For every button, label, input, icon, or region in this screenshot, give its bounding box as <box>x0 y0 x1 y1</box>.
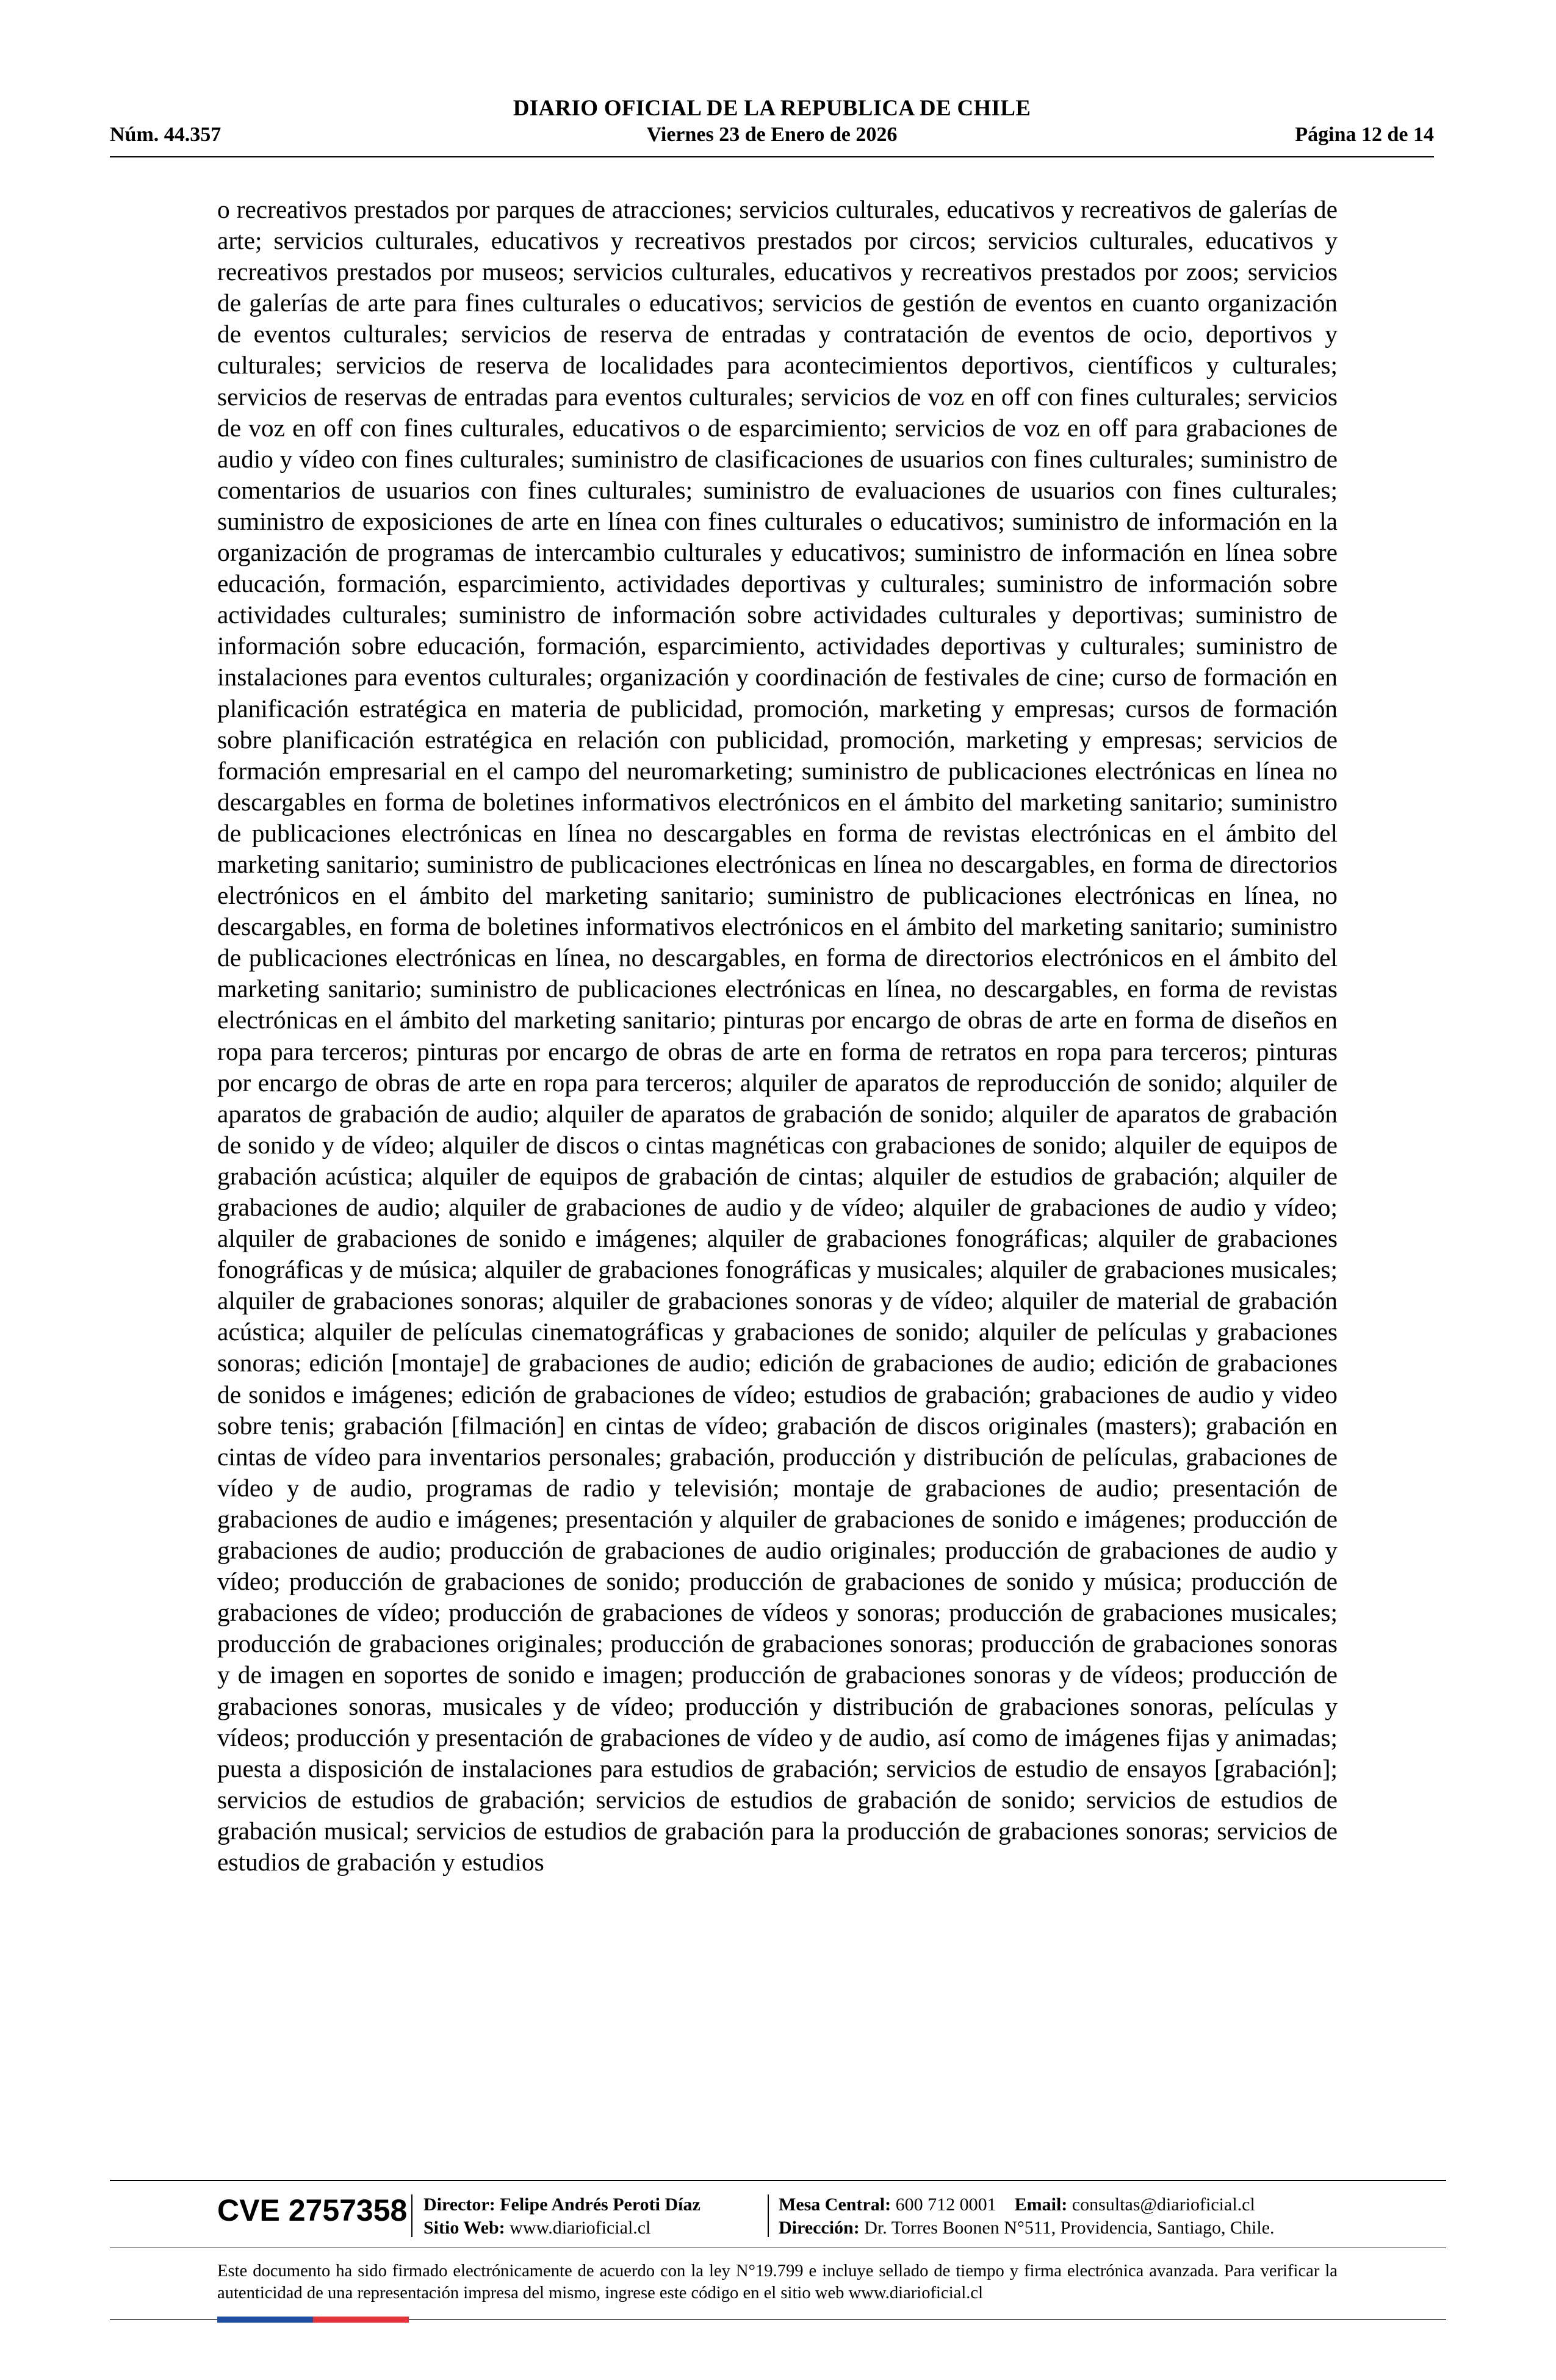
legal-notice: Este documento ha sido firmado electrónicamente de acuerdo con la ley N°19.799 e incluye sellado de tiempo y firma electrónica avanzada. Para verificar la autenticidad de una representación impresa del mismo, ingrese este código en el sitio web www.diarioficial.cl <box>217 2262 1338 2302</box>
issue-date: Viernes 23 de Enero de 2026 <box>646 123 898 146</box>
footer-director-block <box>423 2193 701 2240</box>
issue-number: Núm. 44.357 <box>110 123 222 146</box>
email-label: Email: <box>1014 2194 1068 2215</box>
email-link[interactable]: consultas@diarioficial.cl <box>1072 2194 1255 2215</box>
footer-contact-block <box>779 2193 1275 2240</box>
director-name: Felipe Andrés Peroti Díaz <box>500 2194 701 2215</box>
footer-separator <box>411 2194 412 2237</box>
page-number: Página 12 de 14 <box>1295 123 1434 146</box>
footer-divider-top <box>110 2180 1446 2181</box>
footer-separator <box>768 2194 769 2237</box>
flag-red-segment <box>313 2317 409 2323</box>
phone-label: Mesa Central: <box>779 2194 891 2215</box>
address-value: Dr. Torres Boonen N°511, Providencia, Santiago, Chile. <box>864 2218 1275 2238</box>
page-header <box>110 92 1434 159</box>
flag-color-bar <box>217 2317 409 2323</box>
body-paragraph: o recreativos prestados por parques de atracciones; servicios culturales, educativos y recreativos de galerías de arte; servicios culturales, educativos y recreativos prestados por circos; servicios culturales, educativos y recreativos prestados por museos; servicios culturales, educativos y recreativos prestados por zoos; servicios de galerías de arte para fines culturales o educativos; servicios de gestión de eventos en cuanto organización de eventos culturales; servicios de reserva de entradas y contratación de eventos de ocio, deportivos y culturales; servicios de reserva de localidades para acontecimientos deportivos, científicos y culturales; servicios de reservas de entradas para eventos culturales; servicios de voz en off con fines culturales; servicios de voz en off con fines culturales, educativos o de esparcimiento; servicios de voz en off para grabaciones de audio y vídeo con fines culturales; suministro de clasificaciones de usuarios con fines culturales; suministro de comentarios de usuarios con fines culturales; suministro de evaluaciones de usuarios con fines culturales; suministro de exposiciones de arte en línea con fines culturales o educativos; suministro de información en la organización de programas de intercambio culturales y educativos; suministro de información en línea sobre educación, formación, esparcimiento, actividades deportivas y culturales; suministro de información sobre actividades culturales; suministro de información sobre actividades culturales y deportivas; suministro de información sobre educación, formación, esparcimiento, actividades deportivas y culturales; suministro de instalaciones para eventos culturales; organización y coordinación de festivales de cine; curso de formación en planificación estratégica en materia de publicidad, promoción, marketing y empresas; cursos de formación sobre planificación estratégica en relación con publicidad, promoción, marketing y empresas; servicios de formación empresarial en el campo del neuromarketing; suministro de publicaciones electrónicas en línea no descargables en forma de boletines informativos electrónicos en el ámbito del marketing sanitario; suministro de publicaciones electrónicas en línea no descargables en forma de revistas electrónicas en el ámbito del marketing sanitario; suministro de publicaciones electrónicas en línea no descargables, en forma de directorios electrónicos en el ámbito del marketing sanitario; suministro de publicaciones electrónicas en línea, no descargables, en forma de boletines informativos electrónicos en el ámbito del marketing sanitario; suministro de publicaciones electrónicas en línea, no descargables, en forma de directorios electrónicos en el ámbito del marketing sanitario; suministro de publicaciones electrónicas en línea, no descargables, en forma de revistas electrónicas en el ámbito del marketing sanitario; pinturas por encargo de obras de arte en forma de diseños en ropa para terceros; pinturas por encargo de obras de arte en forma de retratos en ropa para terceros; pinturas por encargo de obras de arte en ropa para terceros; alquiler de aparatos de reproducción de sonido; alquiler de aparatos de grabación de audio; alquiler de aparatos de grabación de sonido; alquiler de aparatos de grabación de sonido y de vídeo; alquiler de discos o cintas magnéticas con grabaciones de sonido; alquiler de equipos de grabación acústica; alquiler de equipos de grabación de cintas; alquiler de estudios de grabación; alquiler de grabaciones de audio; alquiler de grabaciones de audio y de vídeo; alquiler de grabaciones de audio y vídeo; alquiler de grabaciones de sonido e imágenes; alquiler de grabaciones fonográficas; alquiler de grabaciones fonográficas y de música; alquiler de grabaciones fonográficas y musicales; alquiler de grabaciones musicales; alquiler de grabaciones sonoras; alquiler de grabaciones sonoras y de vídeo; alquiler de material de grabación acústica; alquiler de películas cinematográficas y grabaciones de sonido; alquiler de películas y grabaciones sonoras; edición [montaje] de grabaciones de audio; edición de grabaciones de audio; edición de grabaciones de sonidos e imágenes; edición de grabaciones de vídeo; estudios de grabación; grabaciones de audio y video sobre tenis; grabación [filmación] en cintas de vídeo; grabación de discos originales (masters); grabación en cintas de vídeo para inventarios personales; grabación, producción y distribución de películas, grabaciones de vídeo y de audio, programas de radio y televisión; montaje de grabaciones de audio; presentación de grabaciones de audio e imágenes; presentación y alquiler de grabaciones de sonido e imágenes; producción de grabaciones de audio; producción de grabaciones de audio originales; producción de grabaciones de audio y vídeo; producción de grabaciones de sonido; producción de grabaciones de sonido y música; producción de grabaciones de vídeo; producción de grabaciones de vídeos y sonoras; producción de grabaciones musicales; producción de grabaciones originales; producción de grabaciones sonoras; producción de grabaciones sonoras y de imagen en soportes de sonido e imagen; producción de grabaciones sonoras y de vídeos; producción de grabaciones sonoras, musicales y de vídeo; producción y distribución de grabaciones sonoras, películas y vídeos; producción y presentación de grabaciones de vídeo y de audio, así como de imágenes fijas y animadas; puesta a disposición de instalaciones para estudios de grabación; servicios de estudio de ensayos [grabación]; servicios de estudios de grabación; servicios de estudios de grabación de sonido; servicios de estudios de grabación musical; servicios de estudios de grabación para la producción de grabaciones sonoras; servicios de estudios de grabación y estudios <box>217 195 1338 1876</box>
phone-number: 600 712 0001 <box>895 2194 996 2215</box>
flag-blue-segment <box>217 2317 313 2323</box>
website-label: Sitio Web: <box>423 2218 505 2238</box>
newspaper-title: DIARIO OFICIAL DE LA REPUBLICA DE CHILE <box>513 96 1031 121</box>
address-label: Dirección: <box>779 2218 860 2238</box>
header-divider <box>110 156 1434 157</box>
cve-code: CVE 2757358 <box>217 2193 408 2227</box>
director-label: Director: <box>423 2194 495 2215</box>
website-link[interactable]: www.diarioficial.cl <box>510 2218 651 2238</box>
